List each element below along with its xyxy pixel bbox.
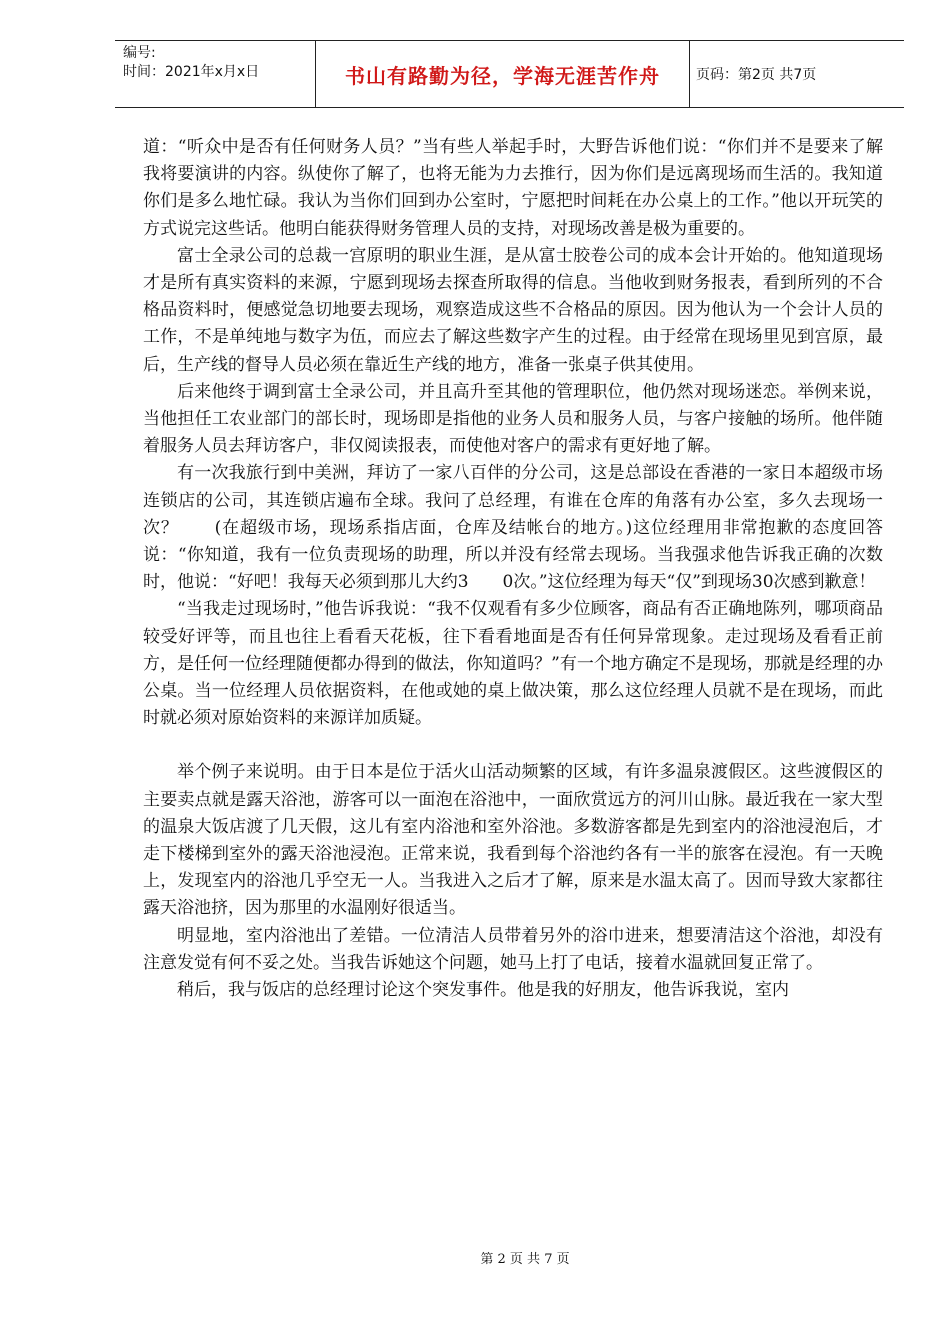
paragraph-spacer [143,732,883,759]
paragraph: 有一次我旅行到中美洲，拜访了一家八百伴的分公司，这是总部设在香港的一家日本超级市场连锁店的公司，其连锁店遍布全球。我问了总经理，有谁在仓库的角落有办公室，多久去现场一次？ (在超级市场，现场系指店面，仓库及结帐台的地方。)这位经理用非常抱歉的态度回答说：“你知道，我有一位负责现场的助理，所以并没有经常去现场。当我强求他告诉我正确的次数时，他说：“好吧！我每天必须到那儿大约3 0次。”这位经理为每天“仅”到现场30次感到歉意！ [143,463,883,593]
paragraph: 举个例子来说明。由于日本是位于活火山活动频繁的区域，有许多温泉渡假区。这些渡假区的主要卖点就是露天浴池，游客可以一面泡在浴池中，一面欣赏远方的河川山脉。最近我在一家大型的温泉大饭店渡了几天假，这儿有室内浴池和室外浴池。多数游客都是先到室内的浴池浸泡后，才走下楼梯到室外的露天浴池浸泡。正常来说，我看到每个浴池约各有一半的旅客在浸泡。有一天晚上，发现室内的浴池几乎空无一人。当我进入之后才了解，原来是水温太高了。因而导致大家都往露天浴池挤，因为那里的水温刚好很适当。 [143,762,883,919]
page-footer: 第 2 页 共 7 页 [480,1252,570,1267]
page-header [115,40,904,108]
document-time-label: 时间：2021年x月x日 [123,64,260,80]
paragraph: 稍后，我与饭店的总经理讨论这个突发事件。他是我的好朋友，他告诉我说，室内 [177,980,789,1001]
paragraph: 富士全录公司的总裁一宫原明的职业生涯，是从富士胶卷公司的成本会计开始的。他知道现场才是所有真实资料的来源，宁愿到现场去探查所取得的信息。当他收到财务报表，看到所列的不合格品资料时，便感觉急切地要去现场，观察造成这些不合格品的原因。因为他认为一个会计人员的工作，不是单纯地与数字为伍，而应去了解这些数字产生的过程。由于经常在现场里见到宫原，最后，生产线的督导人员必须在靠近生产线的地方，准备一张桌子供其使用。 [143,245,883,375]
header-motto: 书山有路勤为径，学海无涯苦作舟 [316,41,690,107]
paragraph: “当我走过现场时，”他告诉我说：“我不仅观看有多少位顾客，商品有否正确地陈列，哪项商品较受好评等，而且也往上看看天花板，往下看看地面是否有任何异常现象。走过现场及看看正前方，是任何一位经理随便都办得到的做法，你知道吗？”有一个地方确定不是现场，那就是经理的办公桌。当一位经理人员依据资料，在他或她的桌上做决策，那么这位经理人员就不是在现场，而此时就必须对原始资料的来源详加质疑。 [143,599,883,729]
document-body [143,134,883,1004]
document-number-label: 编号: [123,45,156,61]
paragraph: 道：“听众中是否有任何财务人员？”当有些人举起手时，大野告诉他们说：“你们并不是要来了解我将要演讲的内容。纵使你了解了，也将无能为力去推行，因为你们是远离现场而生活的。我知道你们是多么地忙碌。我认为当你们回到办公室时，宁愿把时间耗在办公桌上的工作。”他以开玩笑的方式说完这些话。他明白能获得财务管理人员的支持，对现场改善是极为重要的。 [143,137,883,239]
header-meta [115,41,316,107]
header-page-label: 页码：第2页 共7页 [696,67,817,83]
paragraph: 明显地，室内浴池出了差错。一位清洁人员带着另外的浴巾进来，想要清洁这个浴池，却没有注意发觉有何不妥之处。当我告诉她这个问题，她马上打了电话，接着水温就回复正常了。 [143,925,883,973]
paragraph: 后来他终于调到富士全录公司，并且高升至其他的管理职位，他仍然对现场迷恋。举例来说，当他担任工农业部门的部长时，现场即是指他的业务人员和服务人员，与客户接触的场所。他伴随着服务人员去拜访客户，非仅阅读报表，而使他对客户的需求有更好地了解。 [143,381,883,457]
